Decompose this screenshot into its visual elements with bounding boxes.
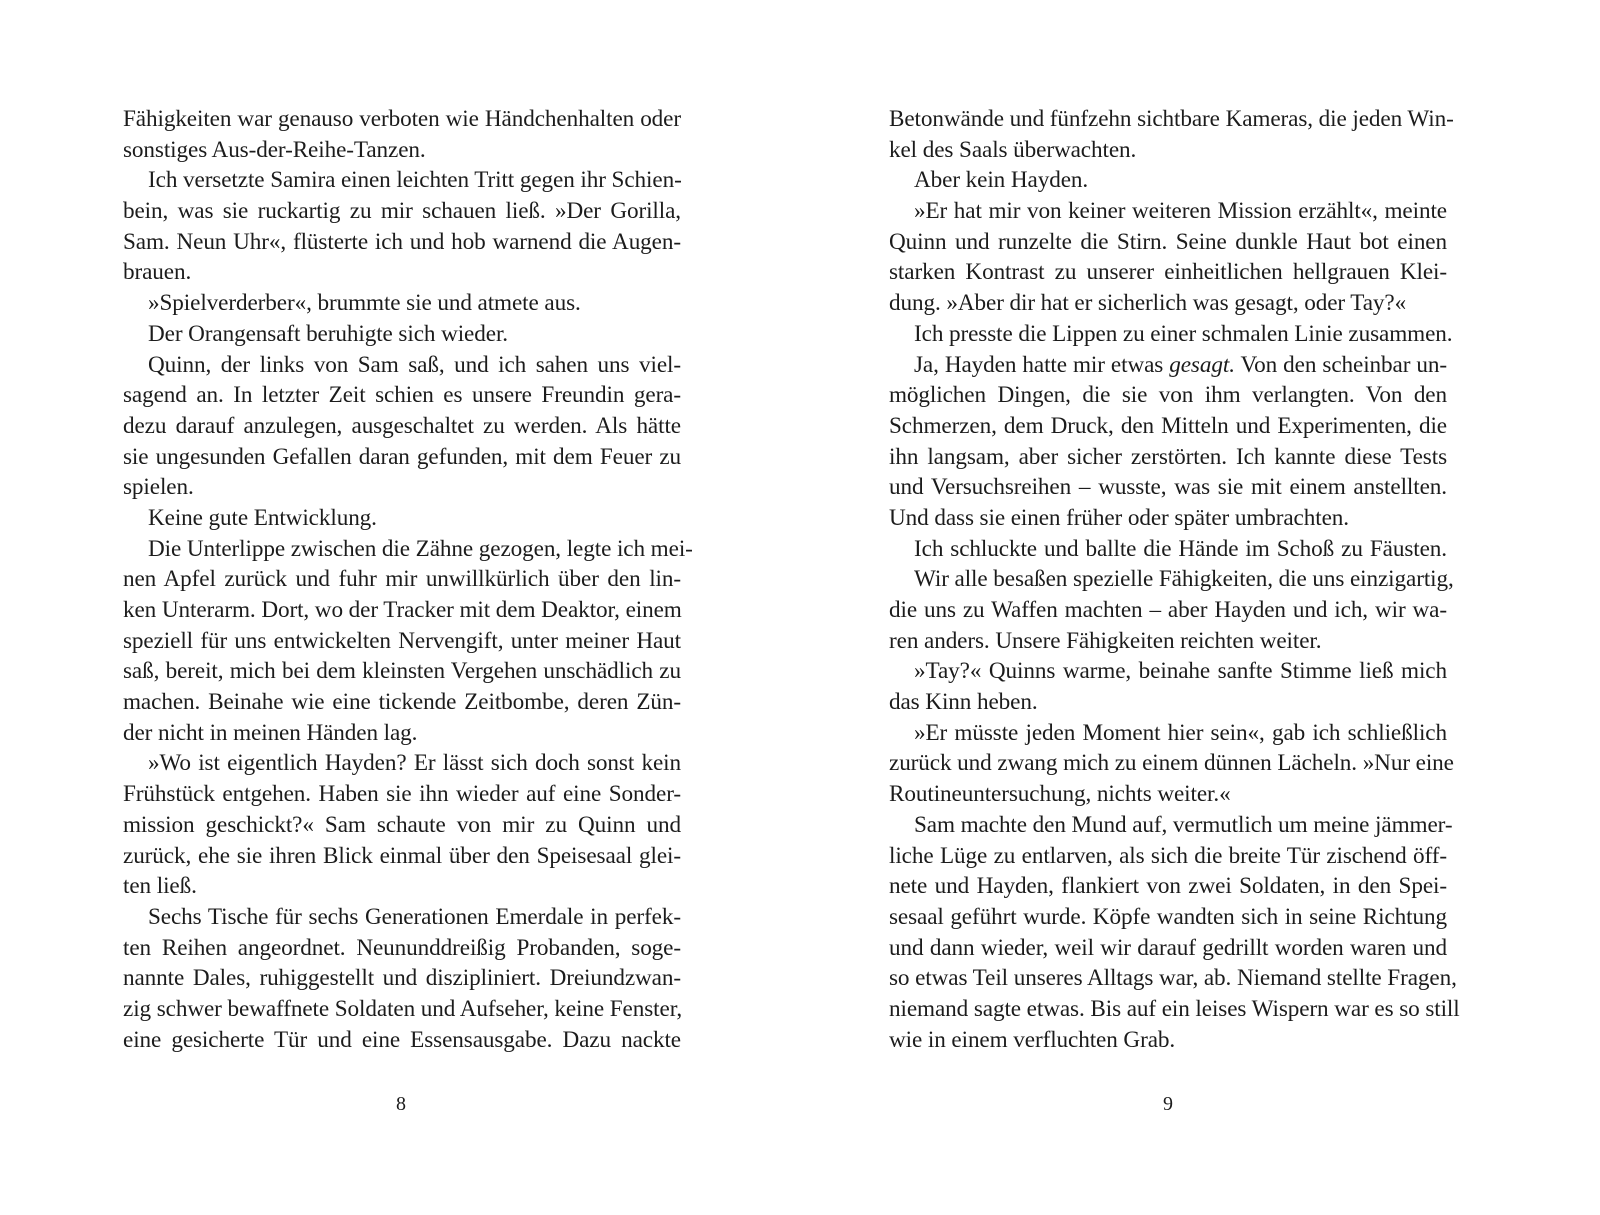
text-line: sesaal geführt wurde. Köpfe wandten sich in seine Richtung [889, 903, 1447, 930]
text-line: spielen. [123, 474, 194, 501]
text-line: starken Kontrast zu unserer einheitlichen hellgrauen Klei- [889, 259, 1447, 286]
text-line: sagend an. In letzter Zeit schien es unsere Freundin gera- [123, 382, 681, 409]
text-line: Aber kein Hayden. [914, 167, 1089, 194]
page-number-right: 9 [1163, 1093, 1173, 1115]
page-number-left: 8 [396, 1093, 406, 1115]
text-line: »Er müsste jeden Moment hier sein«, gab ich schließlich [914, 719, 1447, 746]
text-line: Der Orangensaft beruhigte sich wieder. [148, 320, 508, 347]
text-line: »Spielverderber«, brummte sie und atmete aus. [148, 290, 581, 317]
text-line: Keine gute Entwicklung. [148, 504, 377, 531]
text-line: so etwas Teil unseres Alltags war, ab. Niemand stellte Fragen, [889, 965, 1457, 992]
text-line: niemand sagte etwas. Bis auf ein leises Wispern war es so still [889, 995, 1460, 1022]
text-line: zurück und zwang mich zu einem dünnen Lächeln. »Nur eine [889, 750, 1454, 777]
text-line: dezu darauf anzulegen, ausgeschaltet zu werden. Als hätte [123, 412, 681, 439]
text-line: eine gesicherte Tür und eine Essensausgabe. Dazu nackte [123, 1026, 681, 1053]
text-line: zurück, ehe sie ihren Blick einmal über den Speisesaal glei- [123, 842, 681, 869]
right-page-text [889, 104, 1460, 1055]
text-line: zig schwer bewaffnete Soldaten und Aufseher, keine Fenster, [123, 995, 683, 1022]
text-line: ten ließ. [123, 873, 197, 900]
text-line: ten Reihen angeordnet. Neununddreißig Probanden, soge- [123, 934, 681, 961]
text-line: »Wo ist eigentlich Hayden? Er lässt sich doch sonst kein [148, 750, 681, 777]
text-line: nete und Hayden, flankiert von zwei Soldaten, in den Spei- [889, 873, 1447, 900]
text-line: Sam. Neun Uhr«, flüsterte ich und hob warnend die Augen- [123, 228, 681, 255]
text-line: Die Unterlippe zwischen die Zähne gezogen, legte ich mei- [148, 535, 693, 562]
text-line: mission geschickt?« Sam schaute von mir zu Quinn und [123, 811, 681, 838]
text-line: Ich schluckte und ballte die Hände im Schoß zu Fäusten. [914, 535, 1447, 562]
text-line: sie ungesunden Gefallen daran gefunden, mit dem Feuer zu [123, 443, 681, 470]
text-line: und dann wieder, weil wir darauf gedrillt worden waren und [889, 934, 1447, 961]
text-line: Schmerzen, dem Druck, den Mitteln und Experimenten, die [889, 412, 1447, 439]
text-line: nen Apfel zurück und fuhr mir unwillkürlich über den lin- [123, 566, 681, 593]
text-line: Sam machte den Mund auf, vermutlich um meine jämmer- [914, 811, 1453, 838]
text-line: wie in einem verfluchten Grab. [889, 1026, 1176, 1053]
text-line: bein, was sie ruckartig zu mir schauen ließ. »Der Gorilla, [123, 198, 681, 225]
text-line: Ich versetzte Samira einen leichten Tritt gegen ihr Schien- [148, 167, 682, 194]
emphasized-word: gesagt. [1169, 351, 1235, 378]
text-line: der nicht in meinen Händen lag. [123, 719, 418, 746]
text-line: saß, bereit, mich bei dem kleinsten Vergehen unschädlich zu [123, 658, 681, 685]
text-line: Und dass sie einen früher oder später umbrachten. [889, 504, 1349, 531]
left-page-text [123, 104, 693, 1055]
text-line: kel des Saals überwachten. [889, 136, 1137, 163]
text-segment: Von den scheinbar un- [1234, 351, 1447, 378]
text-line: »Tay?« Quinns warme, beinahe sanfte Stimme ließ mich [914, 658, 1447, 685]
text-line: brauen. [123, 259, 192, 286]
text-line: sonstiges Aus-der-Reihe-Tanzen. [123, 136, 426, 163]
text-line: Fähigkeiten war genauso verboten wie Händchenhalten oder [123, 106, 681, 132]
text-line: machen. Beinahe wie eine tickende Zeitbombe, deren Zün- [123, 689, 681, 716]
text-line: speziell für uns entwickelten Nervengift, unter meiner Haut [123, 627, 681, 654]
text-line: das Kinn heben. [889, 689, 1038, 716]
text-line: Frühstück entgehen. Haben sie ihn wieder auf eine Sonder- [123, 781, 681, 808]
text-line: ken Unterarm. Dort, wo der Tracker mit dem Deaktor, einem [123, 597, 682, 623]
text-line: Sechs Tische für sechs Generationen Emerdale in perfek- [148, 903, 681, 930]
text-line: Routineuntersuchung, nichts weiter.« [889, 781, 1231, 808]
text-line: ihn langsam, aber sicher zerstörten. Ich kannte diese Tests [889, 443, 1447, 470]
text-line: ren anders. Unsere Fähigkeiten reichten weiter. [889, 627, 1322, 654]
text-line: »Er hat mir von keiner weiteren Mission erzählt«, meinte [914, 198, 1447, 225]
text-line: die uns zu Waffen machten – aber Hayden und ich, wir wa- [889, 597, 1447, 623]
text-line [889, 350, 1447, 381]
text-line: Quinn, der links von Sam saß, und ich sahen uns viel- [148, 351, 681, 378]
text-line: nannte Dales, ruhiggestellt und diszipliniert. Dreiundzwan- [123, 965, 681, 992]
text-line: Betonwände und fünfzehn sichtbare Kameras, die jeden Win- [889, 106, 1454, 132]
text-line: Wir alle besaßen spezielle Fähigkeiten, die uns einzigartig, [914, 566, 1454, 593]
text-line: Ich presste die Lippen zu einer schmalen Linie zusammen. [914, 320, 1453, 347]
text-segment: Ja, Hayden hatte mir etwas [914, 351, 1170, 378]
text-line: liche Lüge zu entlarven, als sich die breite Tür zischend öff- [889, 842, 1447, 869]
text-line: und Versuchsreihen – wusste, was sie mit einem anstellten. [889, 474, 1447, 501]
text-line: möglichen Dingen, die sie von ihm verlangten. Von den [889, 382, 1447, 409]
text-line: dung. »Aber dir hat er sicherlich was gesagt, oder Tay?« [889, 290, 1407, 317]
text-line: Quinn und runzelte die Stirn. Seine dunkle Haut bot einen [889, 228, 1447, 255]
